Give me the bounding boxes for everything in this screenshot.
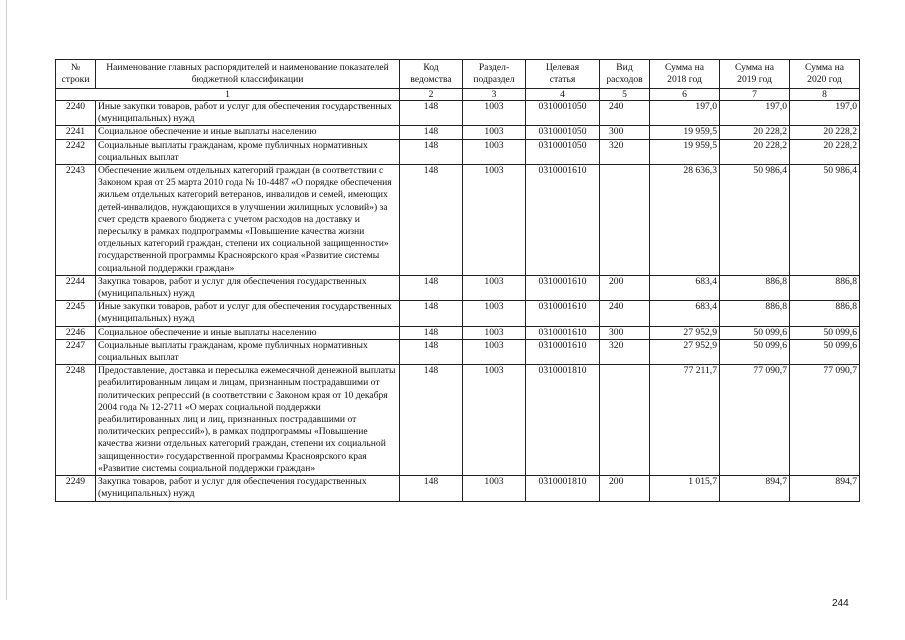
row-line-number: 2240 <box>56 101 96 126</box>
table-body <box>56 101 860 502</box>
row-target-article: 0310001610 <box>526 165 600 276</box>
row-sum-2020: 50 099,6 <box>790 326 860 339</box>
row-section: 1003 <box>463 301 526 326</box>
column-header: Целевая статья <box>526 60 600 89</box>
column-header: Раздел- подраздел <box>463 60 526 89</box>
row-name: Социальное обеспечение и иные выплаты населению <box>96 126 400 139</box>
row-dept-code: 148 <box>400 101 463 126</box>
table-row <box>56 301 860 326</box>
row-sum-2020: 886,8 <box>790 301 860 326</box>
row-expense-type: 300 <box>600 126 650 139</box>
row-sum-2018: 683,4 <box>650 301 720 326</box>
table-row <box>56 139 860 164</box>
row-sum-2020: 50 099,6 <box>790 339 860 364</box>
row-sum-2018: 19 959,5 <box>650 126 720 139</box>
row-sum-2018: 27 952,9 <box>650 326 720 339</box>
row-sum-2018: 197,0 <box>650 101 720 126</box>
row-target-article: 0310001610 <box>526 326 600 339</box>
row-sum-2020: 197,0 <box>790 101 860 126</box>
row-dept-code: 148 <box>400 365 463 476</box>
row-dept-code: 148 <box>400 165 463 276</box>
column-number: 8 <box>790 89 860 101</box>
row-dept-code: 148 <box>400 301 463 326</box>
table-row <box>56 275 860 300</box>
row-expense-type: 200 <box>600 275 650 300</box>
table-row <box>56 365 860 476</box>
row-expense-type: 240 <box>600 101 650 126</box>
row-sum-2020: 886,8 <box>790 275 860 300</box>
row-sum-2018: 27 952,9 <box>650 339 720 364</box>
row-sum-2019: 50 986,4 <box>720 165 790 276</box>
row-sum-2019: 894,7 <box>720 476 790 501</box>
row-sum-2018: 683,4 <box>650 275 720 300</box>
row-section: 1003 <box>463 139 526 164</box>
column-number: 6 <box>650 89 720 101</box>
column-header: Сумма на 2018 год <box>650 60 720 89</box>
row-line-number: 2246 <box>56 326 96 339</box>
column-header: Вид расходов <box>600 60 650 89</box>
column-header: № строки <box>56 60 96 89</box>
column-number: 2 <box>400 89 463 101</box>
page-number: 244 <box>832 598 849 609</box>
row-expense-type <box>600 165 650 276</box>
row-name: Закупка товаров, работ и услуг для обеспечения государственных (муниципальных) нужд <box>96 476 400 501</box>
row-sum-2018: 1 015,7 <box>650 476 720 501</box>
row-sum-2020: 77 090,7 <box>790 365 860 476</box>
row-name: Предоставление, доставка и пересылка ежемесячной денежной выплаты реабилитированным лицам и лицам, признанным пострадавшими от политических репрессий (в соответствии с Законом края от 10 декабря 2004 года № 12-2711 «О мерах социальной поддержки реабилитированных лиц и лиц, признанных пострадавшими от политических репрессий»), в рамках подпрограммы «Повышение качества жизни отдельных категорий граждан, степени их социальной защищенности» государственной программы Красноярского края «Развитие системы социальной поддержки граждан» <box>96 365 400 476</box>
row-expense-type: 320 <box>600 339 650 364</box>
row-dept-code: 148 <box>400 339 463 364</box>
row-name: Социальные выплаты гражданам, кроме публичных нормативных социальных выплат <box>96 139 400 164</box>
row-target-article: 0310001050 <box>526 139 600 164</box>
row-line-number: 2248 <box>56 365 96 476</box>
row-sum-2019: 886,8 <box>720 301 790 326</box>
row-section: 1003 <box>463 101 526 126</box>
column-number-row <box>56 89 860 101</box>
column-number: 3 <box>463 89 526 101</box>
row-section: 1003 <box>463 326 526 339</box>
row-target-article: 0310001050 <box>526 126 600 139</box>
budget-table <box>55 59 860 502</box>
scan-edge-line <box>6 0 7 600</box>
column-number: 5 <box>600 89 650 101</box>
row-section: 1003 <box>463 126 526 139</box>
row-line-number: 2243 <box>56 165 96 276</box>
row-sum-2019: 886,8 <box>720 275 790 300</box>
row-dept-code: 148 <box>400 326 463 339</box>
row-sum-2019: 20 228,2 <box>720 139 790 164</box>
row-sum-2018: 19 959,5 <box>650 139 720 164</box>
row-expense-type: 200 <box>600 476 650 501</box>
column-number: 4 <box>526 89 600 101</box>
row-target-article: 0310001810 <box>526 476 600 501</box>
row-sum-2018: 77 211,7 <box>650 365 720 476</box>
row-target-article: 0310001610 <box>526 275 600 300</box>
row-sum-2020: 50 986,4 <box>790 165 860 276</box>
column-header: Наименование главных распорядителей и наименование показателей бюджетной классификации <box>96 60 400 89</box>
column-header: Код ведомства <box>400 60 463 89</box>
row-name: Иные закупки товаров, работ и услуг для обеспечения государственных (муниципальных) нужд <box>96 301 400 326</box>
row-sum-2019: 50 099,6 <box>720 339 790 364</box>
table-row <box>56 165 860 276</box>
row-sum-2019: 20 228,2 <box>720 126 790 139</box>
column-number: 7 <box>720 89 790 101</box>
row-sum-2018: 28 636,3 <box>650 165 720 276</box>
row-expense-type: 320 <box>600 139 650 164</box>
row-name: Иные закупки товаров, работ и услуг для обеспечения государственных (муниципальных) нужд <box>96 101 400 126</box>
row-sum-2019: 77 090,7 <box>720 365 790 476</box>
row-name: Обеспечение жильем отдельных категорий граждан (в соответствии с Законом края от 25 марта 2010 года № 10-4487 «О порядке обеспечения жильем отдельных категорий ветеранов, инвалидов и семей, имеющих детей-инвалидов, нуждающихся в улучшении жилищных условий») за счет средств краевого бюджета с учетом расходов на доставку и пересылку в рамках подпрограммы «Повышение качества жизни отдельных категорий граждан, степени их социальной защищенности» государственной программы Красноярского края «Развитие системы социальной поддержки граждан» <box>96 165 400 276</box>
row-dept-code: 148 <box>400 476 463 501</box>
header-row <box>56 60 860 89</box>
row-line-number: 2242 <box>56 139 96 164</box>
row-line-number: 2249 <box>56 476 96 501</box>
row-expense-type: 300 <box>600 326 650 339</box>
row-section: 1003 <box>463 165 526 276</box>
row-section: 1003 <box>463 476 526 501</box>
row-section: 1003 <box>463 275 526 300</box>
table-row <box>56 476 860 501</box>
row-name: Закупка товаров, работ и услуг для обеспечения государственных (муниципальных) нужд <box>96 275 400 300</box>
row-line-number: 2244 <box>56 275 96 300</box>
column-number: 1 <box>56 89 400 101</box>
row-line-number: 2245 <box>56 301 96 326</box>
column-header: Сумма на 2019 год <box>720 60 790 89</box>
row-line-number: 2247 <box>56 339 96 364</box>
row-sum-2020: 20 228,2 <box>790 126 860 139</box>
row-name: Социальные выплаты гражданам, кроме публичных нормативных социальных выплат <box>96 339 400 364</box>
table-row <box>56 101 860 126</box>
row-sum-2019: 197,0 <box>720 101 790 126</box>
row-sum-2020: 894,7 <box>790 476 860 501</box>
row-target-article: 0310001610 <box>526 301 600 326</box>
row-target-article: 0310001050 <box>526 101 600 126</box>
column-header: Сумма на 2020 год <box>790 60 860 89</box>
table-row <box>56 326 860 339</box>
table-row <box>56 126 860 139</box>
row-dept-code: 148 <box>400 275 463 300</box>
row-sum-2020: 20 228,2 <box>790 139 860 164</box>
row-sum-2019: 50 099,6 <box>720 326 790 339</box>
row-expense-type: 240 <box>600 301 650 326</box>
row-expense-type <box>600 365 650 476</box>
row-target-article: 0310001610 <box>526 339 600 364</box>
row-dept-code: 148 <box>400 126 463 139</box>
row-line-number: 2241 <box>56 126 96 139</box>
row-section: 1003 <box>463 365 526 476</box>
row-name: Социальное обеспечение и иные выплаты населению <box>96 326 400 339</box>
row-dept-code: 148 <box>400 139 463 164</box>
table-row <box>56 339 860 364</box>
row-section: 1003 <box>463 339 526 364</box>
row-target-article: 0310001810 <box>526 365 600 476</box>
